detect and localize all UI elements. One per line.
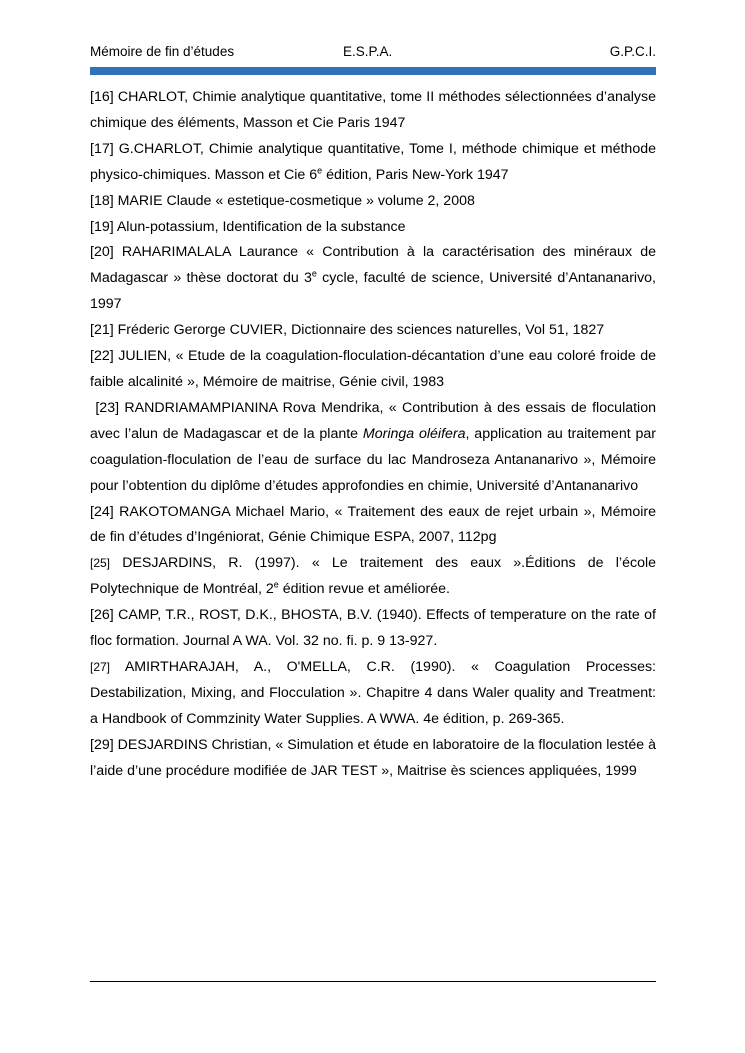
reference-20	[90, 240, 656, 318]
reference-text: MARIE Claude « estetique-cosmetique » volume 2, 2008	[113, 192, 475, 209]
reference-number: [22]	[90, 348, 114, 365]
reference-text: Fréderic Gerorge CUVIER, Dictionnaire des sciences naturelles, Vol 51, 1827	[113, 322, 605, 339]
reference-text: CHARLOT, Chimie analytique quantitative, tome II méthodes sélectionnées d’analyse chimique des éléments, Masson et Cie Paris 1947	[90, 89, 656, 131]
reference-number: [17]	[90, 140, 114, 157]
superscript: e	[311, 268, 317, 279]
reference-text: édition, Paris New-York 1947	[322, 166, 509, 183]
reference-18	[90, 189, 656, 215]
reference-number: [16]	[90, 89, 114, 105]
reference-number: [26]	[90, 607, 114, 624]
reference-text: DESJARDINS Christian, « Simulation et étude en laboratoire de la floculation lestée à l’aide d’une procédure modifiée de JAR TEST », Maitrise ès sciences appliquées, 1999	[90, 736, 656, 779]
reference-29	[90, 733, 656, 785]
reference-24	[90, 500, 656, 552]
reference-text: Alun-potassium, Identification de la substance	[113, 218, 406, 235]
superscript: e	[317, 164, 323, 175]
reference-16	[90, 85, 656, 137]
reference-number: [21]	[90, 322, 114, 339]
reference-text: G.CHARLOT, Chimie analytique quantitative, Tome I, méthode chimique et méthode physico-chimiques. Masson et Cie 6	[90, 140, 656, 183]
italic-species-name: Moringa oléifera	[362, 425, 466, 442]
reference-27	[90, 655, 656, 733]
reference-17	[90, 137, 656, 189]
reference-number: [27]	[90, 659, 111, 674]
reference-text: DESJARDINS, R. (1997). « Le traitement des eaux ».Éditions de l’école Polytechnique de Montréal, 2	[90, 555, 656, 598]
reference-text: , application au traitement par coagulation-floculation de l’eau de surface du lac Mandroseza Antananarivo », Mémoire pour l’obtention du diplôme d’études approfondies en chimie, Université d’Antananarivo	[90, 425, 656, 494]
reference-text: RAKOTOMANGA Michael Mario, « Traitement des eaux de rejet urbain », Mémoire de fin d’études d’Ingéniorat, Génie Chimique ESPA, 2007, 112pg	[90, 503, 656, 546]
reference-19	[90, 215, 656, 241]
reference-number: [24]	[90, 503, 114, 520]
reference-number: [29]	[90, 736, 114, 753]
reference-text: RANDRIAMAMPIANINA Rova Mendrika, « Contribution à des essais de floculation avec l’alun de Madagascar et de la plante	[90, 399, 656, 442]
reference-number: [19]	[90, 218, 114, 235]
reference-list	[90, 85, 656, 784]
reference-number: [23]	[95, 399, 120, 416]
reference-22	[90, 344, 656, 396]
superscript: e	[273, 579, 279, 590]
reference-number: [25]	[90, 556, 111, 571]
reference-number: [18]	[90, 192, 114, 209]
reference-26	[90, 603, 656, 655]
reference-text: AMIRTHARAJAH, A., O'MELLA, C.R. (1990). « Coagulation Processes: Destabilization, Mixing, and Flocculation ». Chapitre 4 dans Waler quality and Treatment: a Handbook of Commzinity Water Supplies. A WWA. 4e édition, p. 269-365.	[90, 658, 656, 727]
reference-number: [20]	[90, 244, 114, 261]
header-rule	[90, 67, 656, 75]
reference-text: JULIEN, « Etude de la coagulation-floculation-décantation d’une eau coloré froide de faible alcalinité », Mémoire de maitrise, Génie civil, 1983	[90, 348, 656, 390]
reference-25	[90, 551, 656, 603]
page-header	[90, 44, 656, 62]
reference-text: édition revue et améliorée.	[278, 581, 450, 598]
footer-rule	[90, 981, 656, 982]
reference-text: CAMP, T.R., ROST, D.K., BHOSTA, B.V. (1940). Effects of temperature on the rate of floc formation. Journal A WA. Vol. 32 no. fi. p. 9 13-927.	[90, 607, 656, 650]
reference-text: RAHARIMALALA Laurance « Contribution à la caractérisation des minéraux de Madagascar » thèse doctorat du 3	[90, 244, 656, 287]
reference-text: cycle, faculté de science, Université d’Antananarivo, 1997	[90, 270, 656, 313]
reference-21	[90, 318, 656, 344]
header-left-text: Mémoire de fin d’études	[90, 44, 235, 59]
header-right-text: G.P.C.I.	[609, 44, 656, 59]
header-center-text: E.S.P.A.	[343, 44, 393, 59]
reference-23	[90, 396, 656, 500]
